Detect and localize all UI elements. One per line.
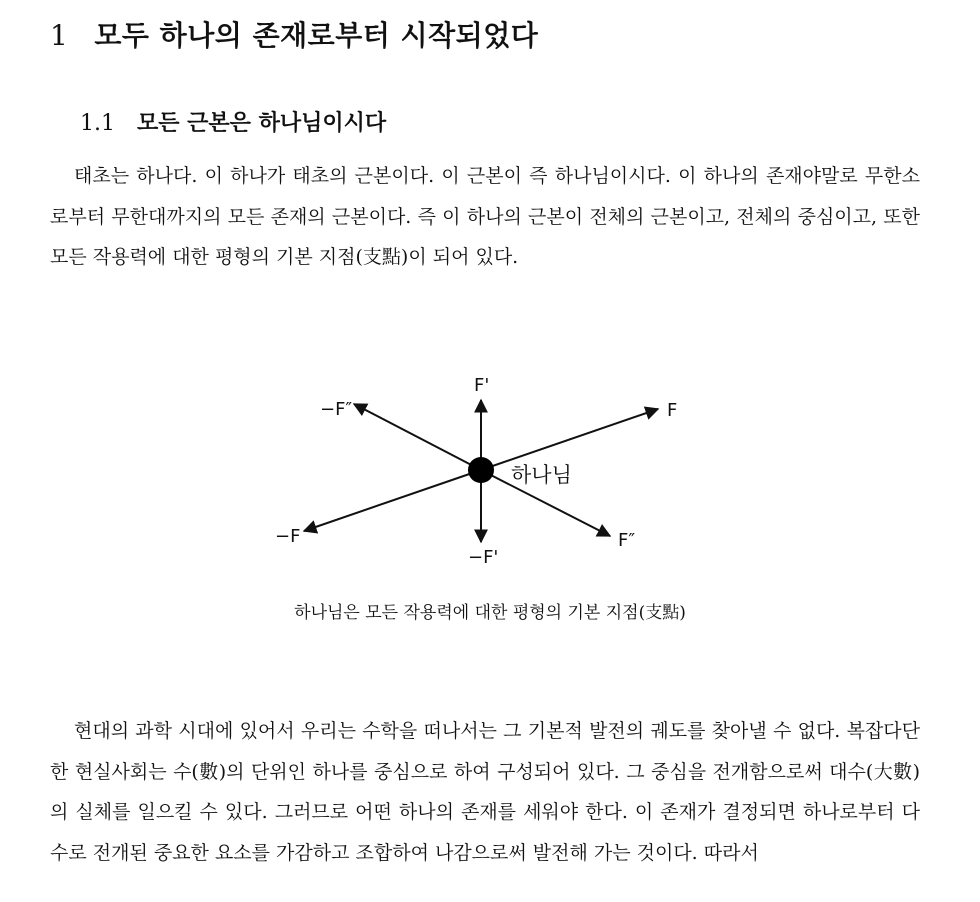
label-neg-f-prime: −F' <box>468 547 499 568</box>
label-f: F <box>667 400 678 421</box>
paragraph-intro: 태초는 하나다. 이 하나가 태초의 근본이다. 이 근본이 즉 하나님이시다. 이 하나의 존재야말로 무한소로부터 무한대까지의 모든 존재의 근본이다. 즉 이 하나의 근본이 전체의 근본이고, 전체의 중심이고, 또한 모든 작용력에 대한 평형의 기본 지점(支點)이 되어 있다. <box>50 165 920 268</box>
subsection-heading <box>80 106 386 137</box>
vector-neg-f <box>304 470 481 531</box>
center-point <box>468 457 494 483</box>
label-f-prime: F' <box>474 375 490 396</box>
center-label: 하나님 <box>511 463 572 487</box>
vector-neg-f-double <box>354 404 481 470</box>
vector-f <box>481 409 658 470</box>
figure-caption: 하나님은 모든 작용력에 대한 평형의 기본 지점(支點) <box>294 603 686 623</box>
section-number: 1 <box>50 19 69 52</box>
label-f-double: F″ <box>618 530 636 551</box>
section-heading <box>50 14 538 54</box>
subsection-title: 모든 근본은 하나님이시다 <box>137 111 387 136</box>
label-neg-f-double: −F″ <box>320 399 353 420</box>
subsection-number: 1.1 <box>80 111 115 136</box>
paragraph-science: 현대의 과학 시대에 있어서 우리는 수학을 떠나서는 그 기본적 발전의 궤도를 찾아낼 수 없다. 복잡다단한 현실사회는 수(數)의 단위인 하나를 중심으로 하여 구성되어 있다. 그 중심을 전개함으로써 대수(大數)의 실체를 일으킬 수 있다. 그러므로 어떤 하나의 존재를 세워야 한다. 이 존재가 결정되면 하나로부터 다수로 전개된 중요한 요소를 가감하고 조합하여 나감으로써 발전해 가는 것이다. 따라서 <box>50 720 920 864</box>
force-diagram <box>270 360 710 580</box>
label-neg-f: −F <box>275 526 301 547</box>
force-diagram-svg <box>270 360 710 580</box>
section-title: 모두 하나의 존재로부터 시작되었다 <box>94 19 539 52</box>
